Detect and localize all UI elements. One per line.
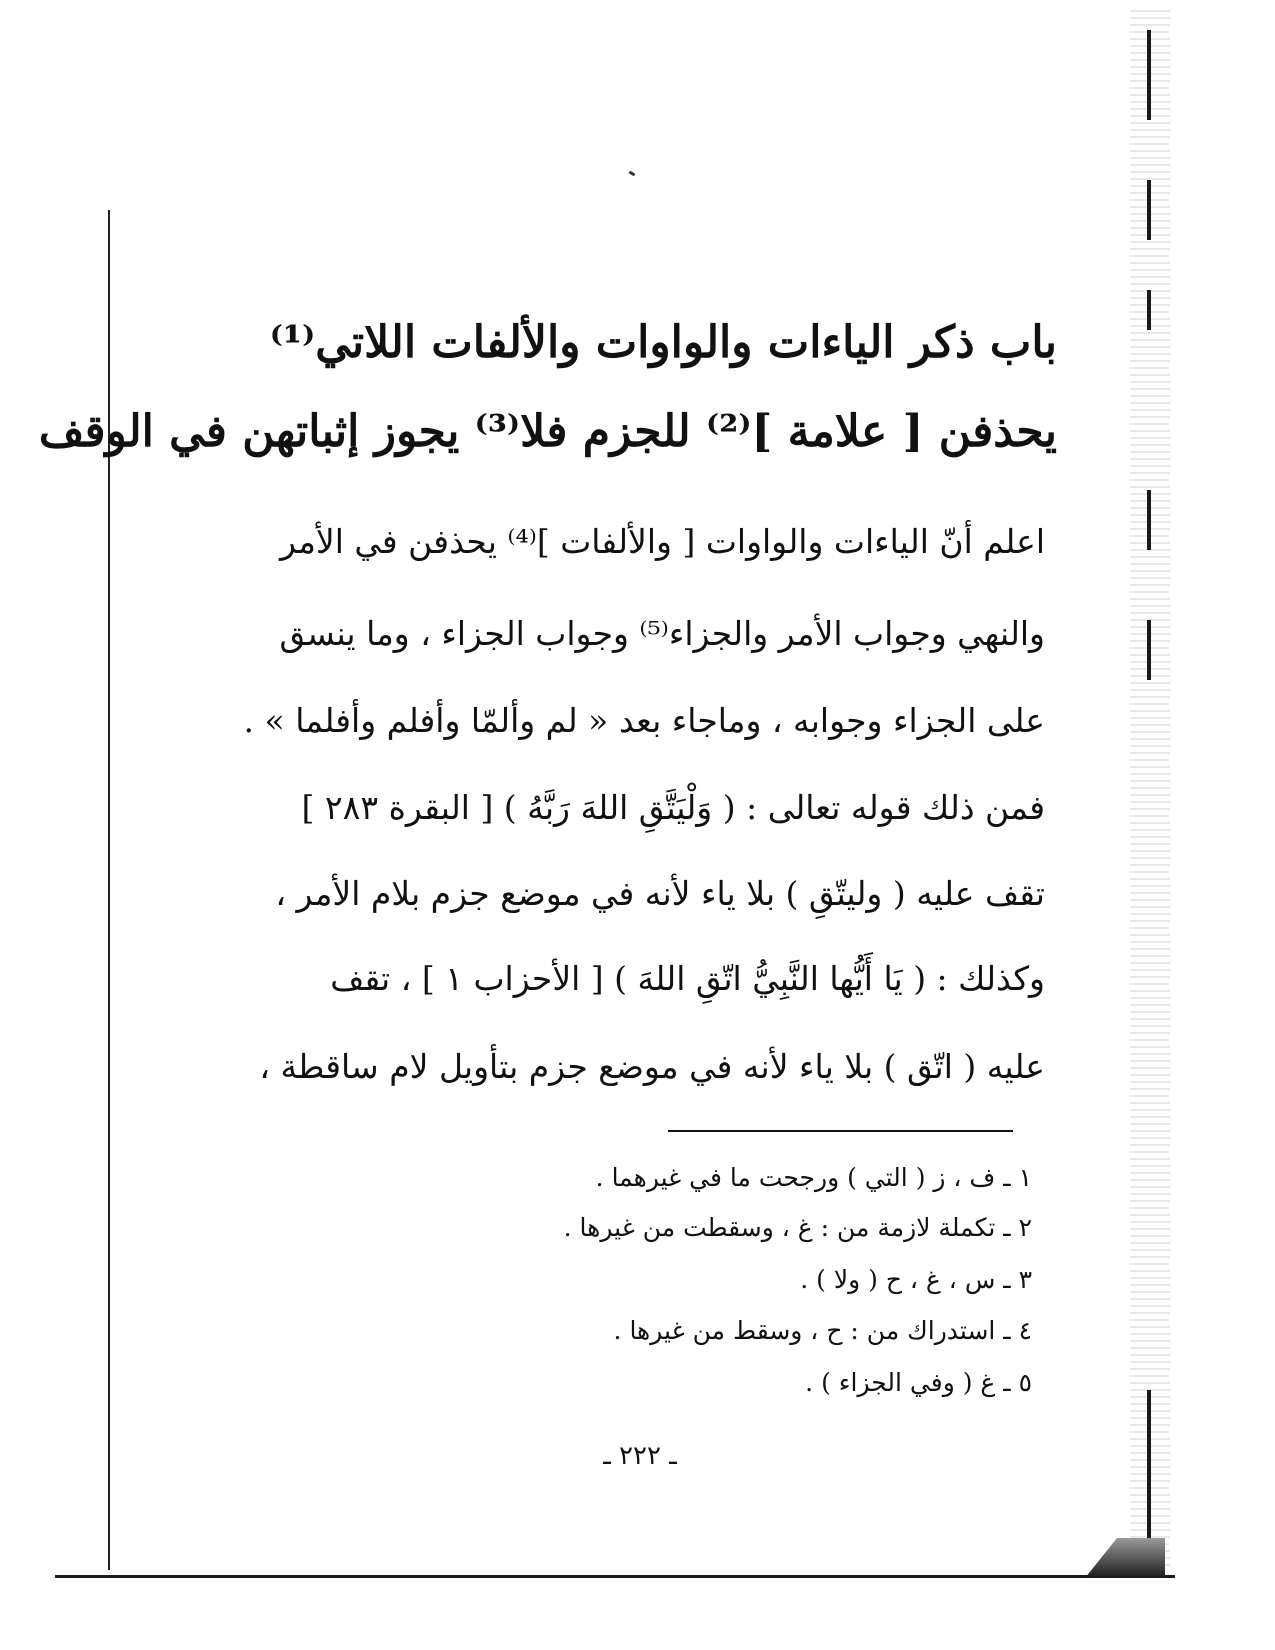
- body-text-line: اعلم أنّ الياءات والواوات [ والألفات ]⁽⁴⁾ يحذفن في الأمر: [280, 522, 1045, 561]
- binding-edge-texture: [1130, 10, 1170, 1570]
- body-text-line: والنهي وجواب الأمر والجزاء⁽⁵⁾ وجواب الجزاء ، وما ينسق: [279, 614, 1045, 653]
- bottom-page-edge: [55, 1575, 1175, 1578]
- chapter-heading-line-2: يحذفن [ علامة ]⁽²⁾ للجزم فلا⁽³⁾ يجوز إثباتهن في الوقف: [38, 406, 1057, 457]
- footnote: ١ ـ ف ، ز ( التي ) ورجحت ما في غيرهما .: [595, 1163, 1032, 1192]
- body-text-line: عليه ( اتّق ) بلا ياء لأنه في موضع جزم بتأويل لام ساقطة ،: [259, 1047, 1045, 1086]
- footnote-separator: [668, 1130, 1013, 1132]
- body-text-line: وكذلك : ( يَا أَيُّها النَّبِيُّ اتّقِ اللهَ ) [ الأحزاب ١ ] ، تقف: [330, 959, 1045, 998]
- body-text-line: على الجزاء وجوابه ، وماجاء بعد « لم وألمّا وأفلم وأفلما » .: [243, 701, 1045, 740]
- bottom-corner-shadow: [1085, 1538, 1165, 1578]
- binding-edge-mark: [1147, 30, 1151, 120]
- binding-edge-mark: [1147, 290, 1151, 330]
- binding-edge-mark: [1147, 1390, 1151, 1540]
- body-text-line: تقف عليه ( وليتّقِ ) بلا ياء لأنه في موضع جزم بلام الأمر ،: [275, 874, 1045, 913]
- binding-edge-mark: [1147, 490, 1151, 550]
- footnote: ٥ ـ غ ( وفي الجزاء ) .: [805, 1368, 1032, 1397]
- page-number: ـ ٢٢٢ ـ: [603, 1441, 677, 1471]
- footnote: ٣ ـ س ، غ ، ح ( ولا ) .: [800, 1265, 1032, 1294]
- scan-speck: [629, 171, 636, 177]
- binding-edge-mark: [1147, 620, 1151, 680]
- footnote: ٤ ـ استدراك من : ح ، وسقط من غيرها .: [613, 1316, 1032, 1345]
- binding-edge-mark: [1147, 180, 1151, 240]
- body-text-line: فمن ذلك قوله تعالى : ( وَلْيَتَّقِ اللهَ رَبَّهُ ) [ البقرة ٢٨٣ ]: [301, 788, 1045, 827]
- footnote: ٢ ـ تكملة لازمة من : غ ، وسقطت من غيرها .: [563, 1213, 1032, 1242]
- chapter-heading-line-1: باب ذكر الياءات والواوات والألفات اللاتي⁽¹⁾: [269, 317, 1057, 368]
